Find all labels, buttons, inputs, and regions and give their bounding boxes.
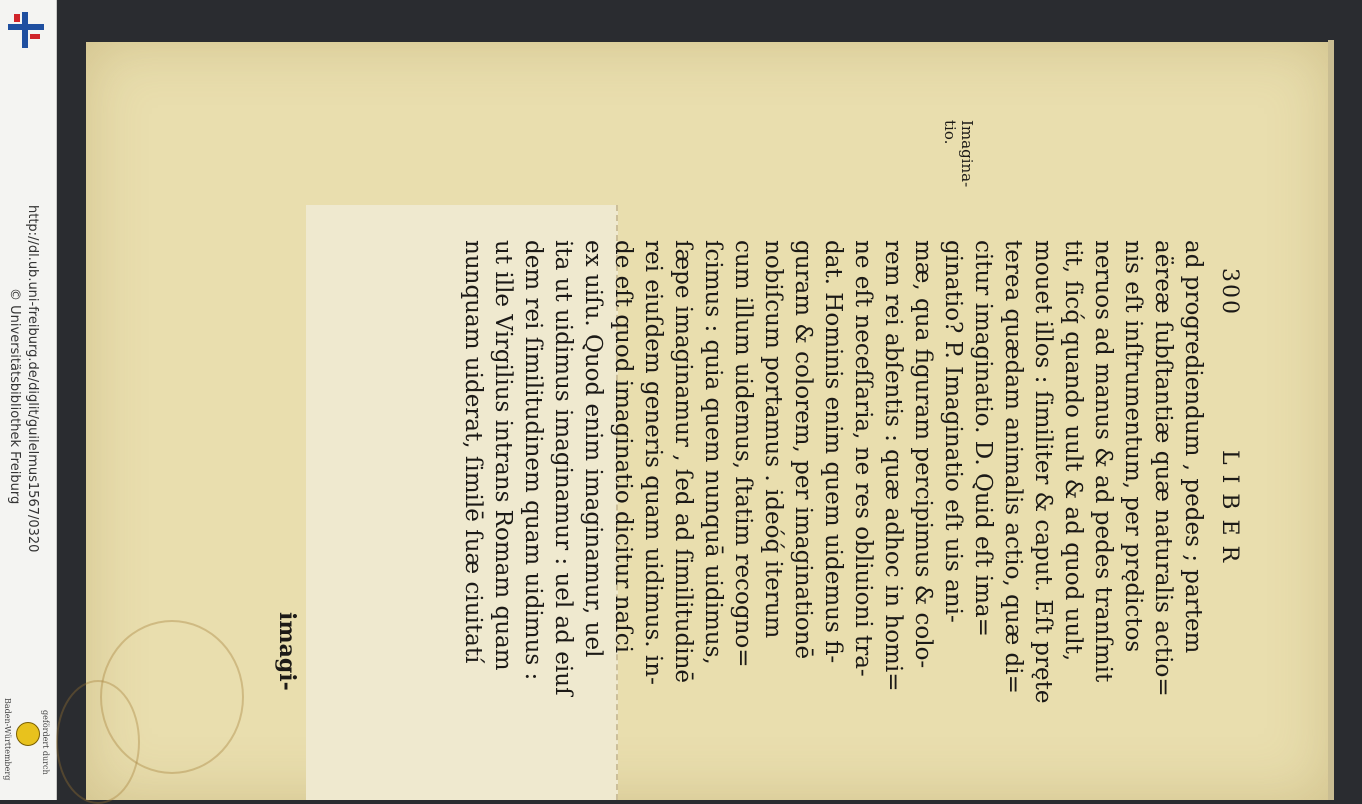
text-line: mæ, qua figuram percipimus & colo- [910, 240, 936, 669]
water-stain-2 [56, 680, 140, 804]
sponsor-label: gefördert durch [41, 710, 50, 775]
text-line: rem rei abſentis : quæ adhoc in homi= [880, 240, 906, 692]
marginal-note-line: Imagina- [958, 120, 976, 188]
library-logo-icon[interactable] [4, 8, 48, 52]
text-line: ita ut uidimus imaginamur : uel ad eiuſ [550, 240, 576, 696]
text-line: rei eiuſdem generis quam uidimus. in- [640, 240, 666, 685]
sponsor-name: Baden-Württemberg [3, 698, 12, 781]
catchword: imagi- [274, 612, 300, 691]
text-line: tit, ſicq́ quando uult & ad quod uult, [1060, 240, 1086, 662]
copyright-notice: © Universitätsbibliothek Freiburg [7, 288, 22, 505]
text-line: ut ille Virgilius intrans Romam quam [490, 240, 516, 671]
page-header [1210, 240, 1242, 760]
text-line: aëreæ ſubſtantiæ quæ naturalis actio= [1150, 240, 1176, 697]
text-line: ſcimus : quia quem nunquā uidimus, [700, 240, 726, 665]
text-block [312, 240, 1242, 760]
document-url[interactable]: http://dl.ub.uni-freiburg.de/diglit/guilelmus1567/0320 [25, 205, 40, 553]
marginal-note-line: tio. [941, 120, 959, 145]
text-line: dem rei ſimilitudinem quam uidimus : [520, 240, 546, 681]
folio-number: 300 [1217, 268, 1242, 316]
sponsor-block [0, 690, 56, 800]
page-edge [1328, 40, 1334, 800]
text-line: mouet illos : ſimiliter & caput. Eſt pręte [1030, 240, 1056, 704]
text-line: ne eſt neceſſaria, ne res obliuioni tra- [850, 240, 876, 677]
text-line: ex uiſu. Quod enim imaginamur, uel [580, 240, 606, 658]
text-line: ad progrediendum , pedes ; partem [1180, 240, 1206, 654]
text-line: neruos ad manus & ad pedes tranſmit [1090, 240, 1116, 683]
text-line: cum illum uidemus, ſtatim recogno= [730, 240, 756, 668]
text-line: citur imaginatio. D. Quid eſt ima= [970, 240, 996, 637]
text-line: ſæpe imaginamur , ſed ad ſimilitudinē [670, 240, 696, 684]
marginal-note [941, 120, 975, 187]
state-crest-icon [16, 722, 40, 746]
text-line: nis eſt inſtrumentum, per prędictos [1120, 240, 1146, 653]
text-line: nobiſcum portamus . ideóq́ iterum [760, 240, 786, 639]
text-line: de eſt quod imaginatio dicitur naſci [610, 240, 636, 653]
text-line: guram & colorem, per imaginationē [790, 240, 816, 660]
viewer-sidebar [0, 0, 57, 800]
text-line: ginatio? P. Imaginatio eſt uis ani- [940, 240, 966, 623]
body-text [458, 240, 1208, 760]
text-line: terea quædam animalis actio, quæ di= [1000, 240, 1026, 694]
text-line: dat. Hominis enim quem uidemus fi- [820, 240, 846, 664]
running-head: LIBER [1217, 450, 1242, 573]
text-line: nunquam uiderat, ſimilē ſuæ ciuitatí [460, 240, 486, 664]
